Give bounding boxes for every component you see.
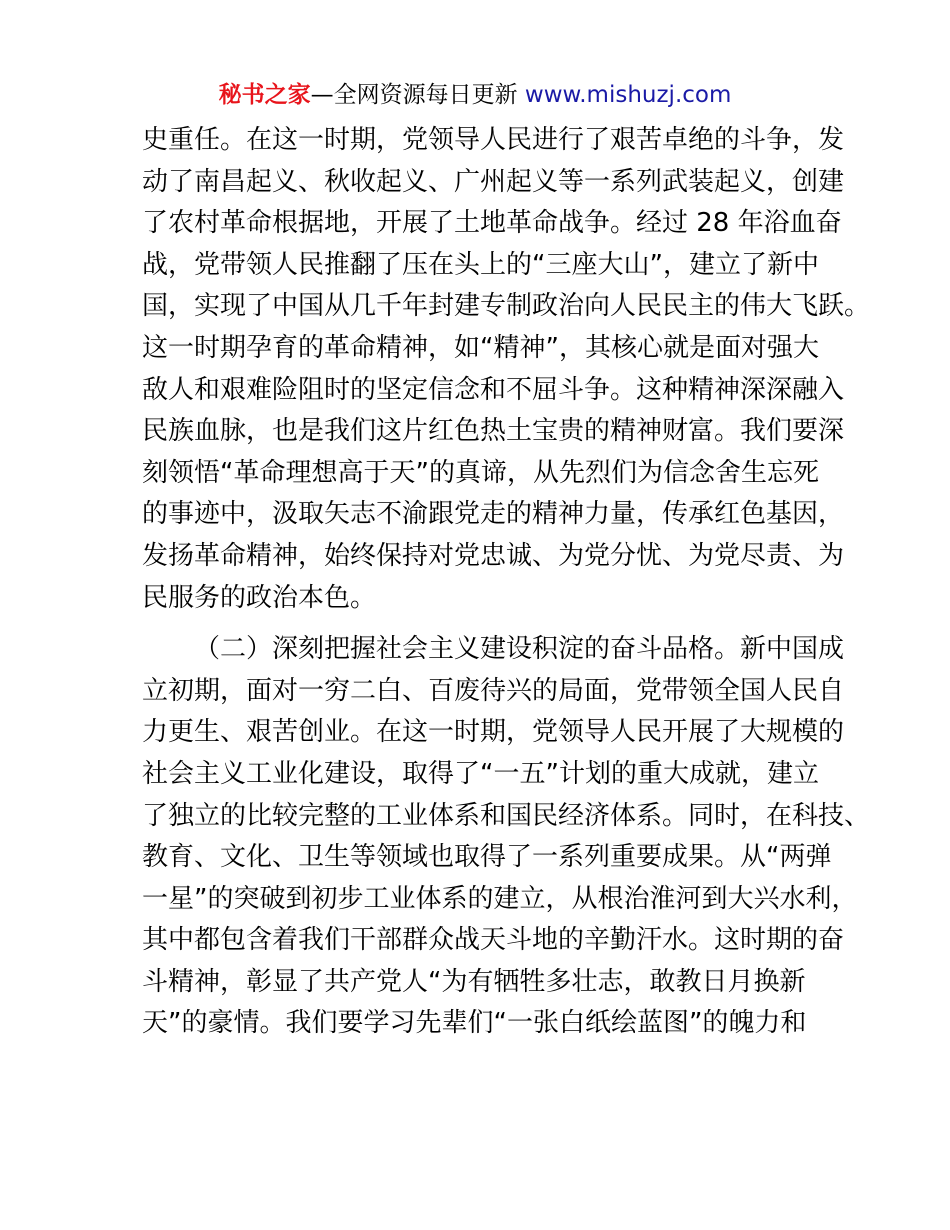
text-line: 民服务的政治本色。 xyxy=(142,582,377,613)
text-line: 教育、文化、卫生等领域也取得了一系列重要成果。从“两弹 xyxy=(142,842,832,873)
text-line: （二）深刻把握社会主义建设积淀的奋斗品格。新中国成 xyxy=(194,634,845,665)
site-brand: 秘书之家 xyxy=(218,82,311,108)
text-line: 刻领悟“革命理想高于天”的真谛，从先烈们为信念舍生忘死 xyxy=(142,457,819,488)
text-line: 这一时期孕育的革命精神，如“精神”，其核心就是面对强大 xyxy=(142,332,819,363)
text-line: 动了南昌起义、秋收起义、广州起义等一系列武装起义，创建 xyxy=(142,166,845,197)
paragraph-1 xyxy=(142,120,871,619)
site-url[interactable]: www.mishuzj.com xyxy=(524,82,732,108)
site-tagline: —全网资源每日更新 xyxy=(310,82,518,108)
text-line: 了独立的比较完整的工业体系和国民经济体系。同时，在科技、 xyxy=(142,800,871,831)
text-line: 发扬革命精神，始终保持对党忠诚、为党分忧、为党尽责、为 xyxy=(142,540,845,571)
text-line: 国，实现了中国从几千年封建专制政治向人民民主的伟大飞跃。 xyxy=(142,291,871,322)
text-line: 社会主义工业化建设，取得了“一五”计划的重大成就，建立 xyxy=(142,758,819,789)
text-line: 立初期，面对一穷二白、百废待兴的局面，党带领全国人民自 xyxy=(142,675,845,706)
page-header xyxy=(0,80,950,110)
text-line: 其中都包含着我们干部群众战天斗地的辛勤汗水。这时期的奋 xyxy=(142,925,845,956)
text-line: 天”的豪情。我们要学习先辈们“一张白纸绘蓝图”的魄力和 xyxy=(142,1008,807,1039)
text-line: 斗精神，彰显了共产党人“为有牺牲多壮志，敢教日月换新 xyxy=(142,966,806,997)
document-body xyxy=(142,120,871,1045)
paragraph-spacer xyxy=(142,619,842,629)
text-line: 敌人和艰难险阻时的坚定信念和不屈斗争。这种精神深深融入 xyxy=(142,374,845,405)
text-line: 史重任。在这一时期，党领导人民进行了艰苦卓绝的斗争，发 xyxy=(142,125,845,155)
text-line: 民族血脉，也是我们这片红色热土宝贵的精神财富。我们要深 xyxy=(142,416,845,447)
text-line: 力更生、艰苦创业。在这一时期，党领导人民开展了大规模的 xyxy=(142,717,845,748)
text-line: 的事迹中，汲取矢志不渝跟党走的精神力量，传承红色基因， xyxy=(142,499,845,530)
text-line: 了农村革命根据地，开展了土地革命战争。经过 28 年浴血奋 xyxy=(142,208,842,239)
text-line: 战，党带领人民推翻了压在头上的“三座大山”，建立了新中 xyxy=(142,249,819,280)
text-line: 一星”的突破到初步工业体系的建立，从根治淮河到大兴水利， xyxy=(142,883,858,914)
paragraph-2 xyxy=(142,629,871,1045)
